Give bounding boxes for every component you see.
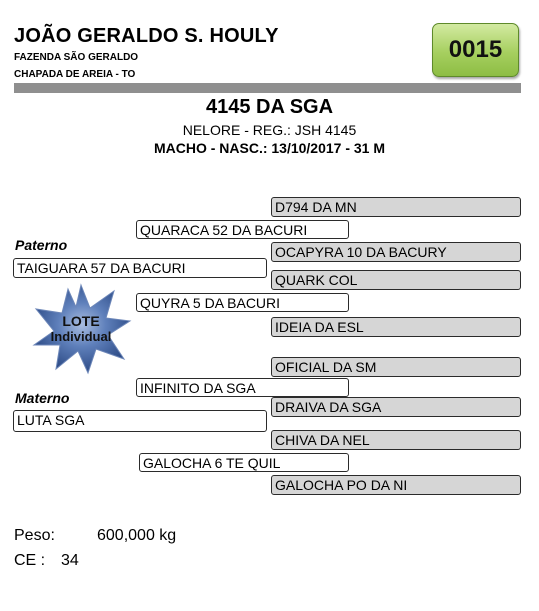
breed-registry: NELORE - REG.: JSH 4145	[182, 122, 357, 138]
paterno-label: Paterno	[15, 237, 68, 253]
ggp-5: OFICIAL DA SM	[271, 357, 521, 377]
city-name: CHAPADA DE AREIA - TO	[14, 69, 136, 80]
sire-dam: QUYRA 5 DA BACURI	[136, 293, 349, 312]
ce-label: CE :	[14, 552, 46, 569]
peso-value: 600,000 kg	[97, 527, 177, 544]
lot-number-badge: 0015	[432, 23, 519, 77]
badge-line-1: LOTE	[62, 313, 100, 329]
lote-individual-badge	[30, 283, 132, 375]
sire: TAIGUARA 57 DA BACURI	[13, 258, 267, 278]
dam-dam: GALOCHA 6 TE QUIL	[139, 453, 349, 472]
ggp-4: IDEIA DA ESL	[271, 317, 521, 337]
ggp-8: GALOCHA PO DA NI	[271, 475, 521, 495]
materno-label: Materno	[15, 390, 70, 406]
dam: LUTA SGA	[13, 410, 267, 432]
sex-birth-age: MACHO - NASC.: 13/10/2017 - 31 M	[153, 140, 386, 156]
farm-name: FAZENDA SÃO GERALDO	[14, 52, 139, 63]
dam-sire: INFINITO DA SGA	[136, 378, 349, 397]
header-divider	[14, 83, 521, 93]
ce-value: 34	[61, 552, 79, 569]
ggp-7: CHIVA DA NEL	[271, 430, 521, 450]
animal-name: 4145 DA SGA	[205, 96, 334, 118]
ggp-1: D794 DA MN	[271, 197, 521, 217]
badge-line-2: Individual	[50, 329, 112, 344]
ggp-6: DRAIVA DA SGA	[271, 397, 521, 417]
peso-label: Peso:	[14, 527, 55, 544]
owner-name: JOÃO GERALDO S. HOULY	[14, 25, 279, 47]
ggp-3: QUARK COL	[271, 270, 521, 290]
ggp-2: OCAPYRA 10 DA BACURY	[271, 242, 521, 262]
sire-sire: QUARACA 52 DA BACURI	[136, 220, 349, 239]
